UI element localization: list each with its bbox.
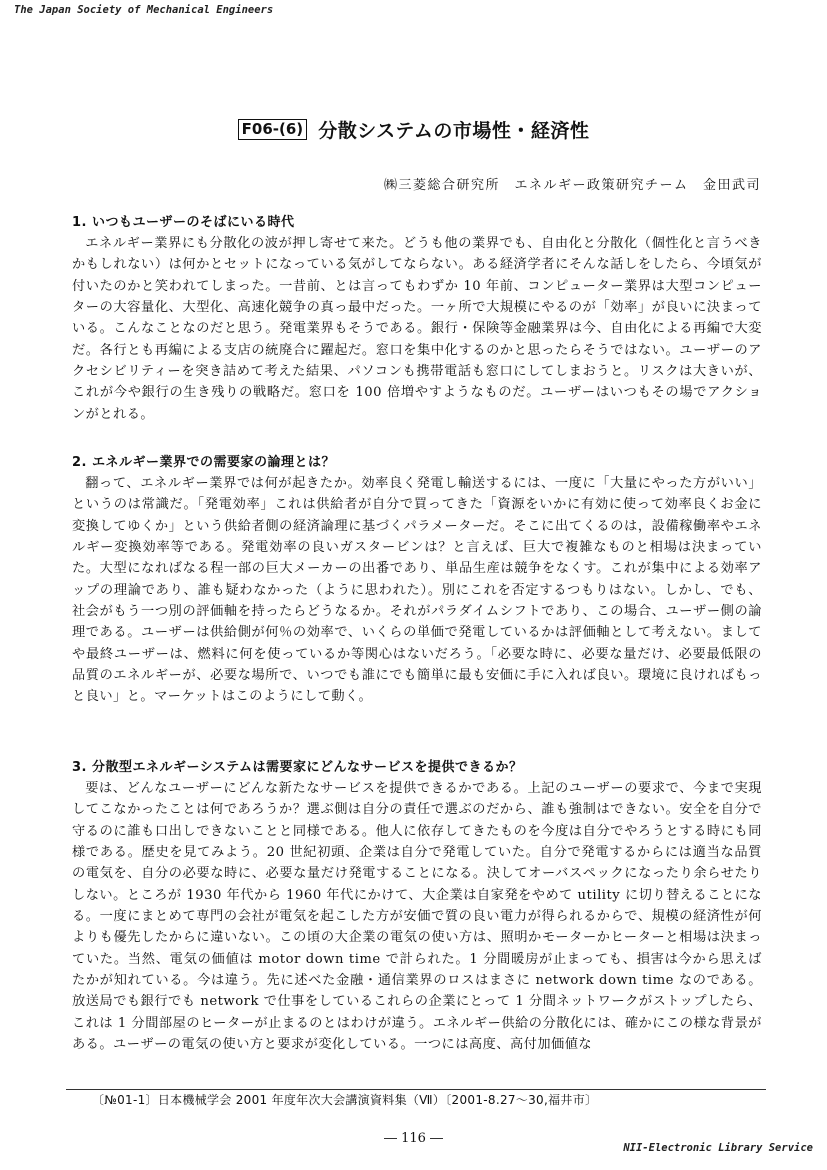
society-header: The Japan Society of Mechanical Engineers [14, 4, 274, 16]
section-body: 要は、どんなユーザーにどんな新たなサービスを提供できるかである。上記のユーザーの要求で、今まで実現してこなかったことは何であろうか？選ぶ側は自分の責任で選ぶのだから、誰も強制はできない。安全を自分で守るのに誰も口出しできないことと同様である。他人に依存してきたものを今度は自分でやろうとする時にも同様である。歴史を見てみよう。20 世紀初頭、企業は自分で発電していた。自分で発電するからには適当な品質の電気を、自分の必要な時に、必要な量だけ発電することになる。決してオーバスペックになったり余らせたりしない。ところが 1930 年代から 1960 年代にかけて、大企業は自家発をやめて utility に切り替えることになる。一度にまとめて専門の会社が電気を起こした方が安価で質の良い電力が得られるからで、規模の経済性が何よりも優先したからに違いない。この頃の大企業の電気の使い方は、照明かモーターかヒーターと相場は決まっていた。当然、電気の価値は motor down time で計られた。1 分間暖房が止まっても、損害は今から思えばたかが知れている。今は違う。先に述べた金融・通信業界のロスはまさに network down time なのである。放送局でも銀行でも network で仕事をしているこれらの企業にとって 1 分間ネットワークがストップしたら、これは 1 分間部屋のヒーターが止まるのとはわけが違う。エネルギー供給の分散化には、確かにこの様な背景がある。ユーザーの電気の使い方と要求が変化している。一つには高度、高付加価値な [72, 781, 762, 1053]
section-heading: 2. エネルギー業界での需要家の論理とは？ [72, 455, 336, 470]
section-heading: 1. いつもユーザーのそばにいる時代 [72, 215, 295, 230]
section-heading: 3. 分散型エネルギーシステムは需要家にどんなサービスを提供できるか？ [72, 760, 523, 775]
paper-code: F06-(6) [238, 119, 308, 140]
author-line: ㈱三菱総合研究所 エネルギー政策研究チーム 金田武司 [383, 178, 761, 193]
proceedings-note: 〔№01-1〕日本機械学会 2001 年度年次大会講演資料集（Ⅶ）〔2001-8.27～30,福井市〕 [92, 1093, 598, 1107]
section-1 [72, 212, 762, 425]
library-service-footer: NII-Electronic Library Service [623, 1142, 813, 1154]
section-body: エネルギー業界にも分散化の波が押し寄せて来た。どうも他の業界でも、自由化と分散化（個性化と言うべきかもしれない）は何かとセットになっている気がしてならない。ある経済学者にそんな話しをしたら、今頃気が付いたのかと笑われてしまった。一昔前、とは言ってもわずか 10 年前、コンピューター業界は大型コンピューターの大容量化、大型化、高速化競争の真っ最中だった。一ヶ所で大規模にやるのが「効率」が良いに決まっている。こんなことなのだと思う。発電業界もそうである。銀行・保険等金融業界は今、自由化による再編で大変だ。各行とも再編による支店の統廃合に躍起だ。窓口を集中化するのかと思ったらそうではない。ユーザーのアクセシビリティーを突き詰めて考えた結果、パソコンも携帯電話も窓口にしてしまおうと。リスクは大きいが、これが今や銀行の生き残りの戦略だ。窓口を 100 倍増やすようなものだ。ユーザーはいつもその場でアクションがとれる。 [72, 236, 762, 422]
paper-title: 分散システムの市場性・経済性 [318, 120, 590, 142]
title-block [0, 116, 827, 143]
section-2 [72, 452, 762, 708]
section-body: 翻って、エネルギー業界では何が起きたか。効率良く発電し輸送するには、一度に「大量にやった方がいい」というのは常識だ。「発電効率」これは供給者が自分で買ってきた「資源をいかに有効に使って効率良くお金に変換してゆくか」という供給者側の経済論理に基づくパラメーターだ。そこに出てくるのは，設備稼働率やエネルギー変換効率等である。発電効率の良いガスタービンは？と言えば、巨大で複雑なものと相場は決まっていた。大型になればなる程一部の巨大メーカーの出番であり、単品生産は競争をなくす。これが集中による効率アップの理論であり、誰も疑わなかった（ように思われた）。別にこれを否定するつもりはない。しかし、でも、社会がもう一つ別の評価軸を持ったらどうなるか。それがパラダイムシフトであり、この場合、ユーザー側の論理である。ユーザーは供給側が何％の効率で、いくらの単価で発電しているかは評価軸として考えない。ましてや最終ユーザーは、燃料に何を使っているか等関心はないだろう。「必要な時に、必要な量だけ、必要最低限の品質のエネルギーが、必要な場所で、いつでも誰にでも簡単に最も安価に手に入れば良い。環境に良ければもっと良い」と。マーケットはこのようにして動く。 [72, 476, 762, 705]
page-number: ― 116 ― [383, 1131, 444, 1146]
footnote-divider [66, 1089, 766, 1090]
section-3 [72, 757, 762, 1109]
